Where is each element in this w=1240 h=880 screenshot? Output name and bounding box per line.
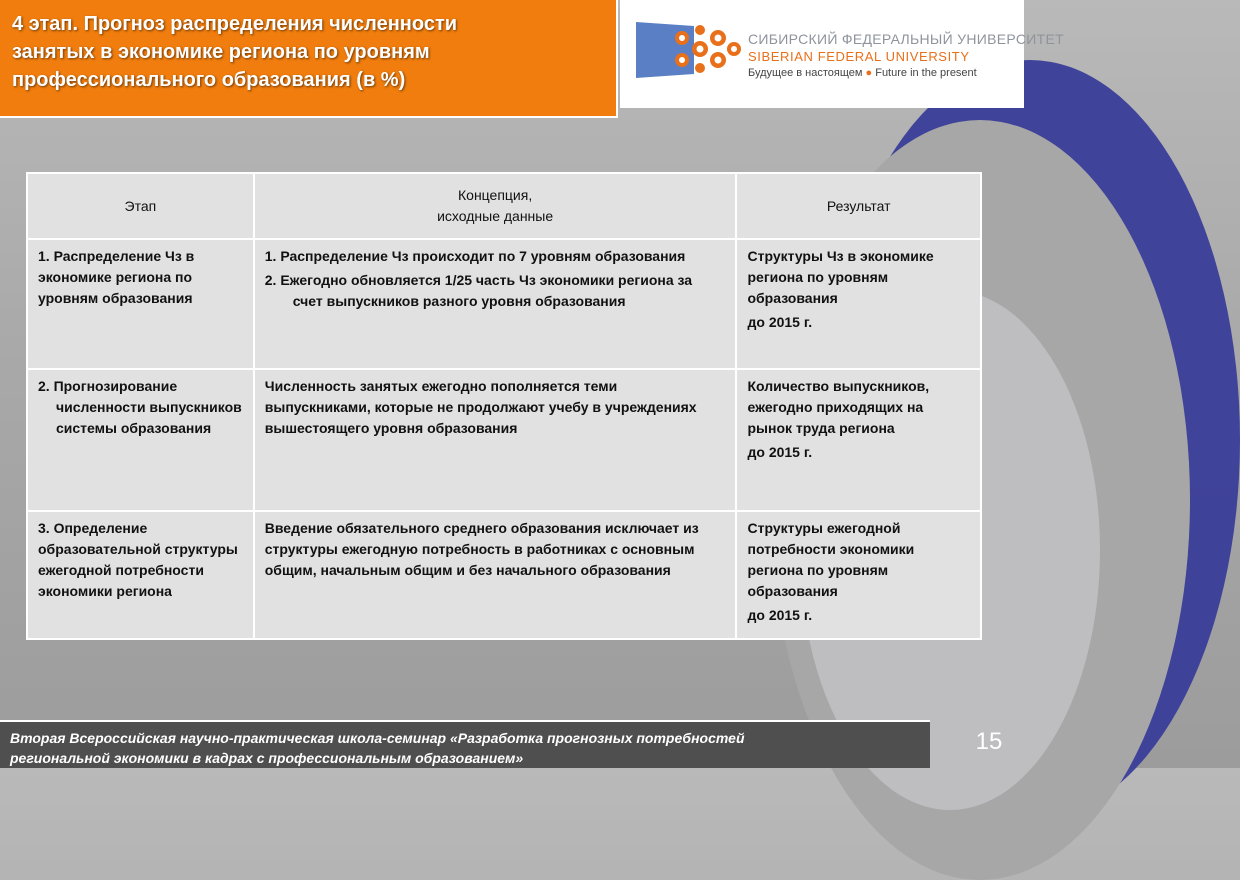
row3-result-date: до 2015 г. <box>747 607 813 623</box>
table-row <box>27 369 981 511</box>
slide-title-line2: занятых в экономике региона по уровням <box>12 41 430 63</box>
row1-result-date: до 2015 г. <box>747 314 813 330</box>
footer-line1: Вторая Всероссийская научно-практическая школа-семинар «Разработка прогнозных потребностей <box>10 730 745 746</box>
row1-concept-item2: 2. Ежегодно обновляется 1/25 часть Чз экономики региона за счет выпускников разного уровня образования <box>264 272 693 309</box>
row1-result <box>736 239 981 369</box>
table-row <box>27 511 981 639</box>
row2-stage-text: 2. Прогнозирование численности выпускников системы образования <box>38 378 242 436</box>
row3-result <box>736 511 981 639</box>
header-stage: Этап <box>27 173 254 239</box>
row2-stage <box>27 369 254 511</box>
footer-line2: региональной экономики в кадрах с профессиональным образованием» <box>10 750 524 766</box>
slide-title-box <box>0 0 618 118</box>
row3-concept: Введение обязательного среднего образования исключает из структуры ежегодную потребность в работниках с основным общим, начальным общим и без начального образования <box>254 511 737 639</box>
table-header-row <box>27 173 981 239</box>
university-name-ru: СИБИРСКИЙ ФЕДЕРАЛЬНЫЙ УНИВЕРСИТЕТ <box>748 31 1064 47</box>
stages-table <box>26 172 982 640</box>
university-logo <box>620 0 1064 108</box>
university-logo-icon <box>634 16 744 84</box>
header-concept-line1: Концепция, <box>458 187 533 203</box>
row1-concept <box>254 239 737 369</box>
slogan-ru: Будущее в настоящем <box>748 67 863 79</box>
row2-result-main: Количество выпускников, ежегодно приходящих на рынок труда региона <box>747 378 930 436</box>
row2-result-date: до 2015 г. <box>747 444 813 460</box>
header-concept-line2: исходные данные <box>437 208 554 224</box>
footer-bar <box>0 720 930 768</box>
page-number: 15 <box>975 728 1003 755</box>
row1-result-main: Структуры Чз в экономике региона по уровням образования <box>747 248 934 306</box>
row3-result-main: Структуры ежегодной потребности экономики региона по уровням образования <box>747 520 915 599</box>
university-name-en: SIBERIAN FEDERAL UNIVERSITY <box>748 49 970 64</box>
row2-result <box>736 369 981 511</box>
table-row <box>27 239 981 369</box>
university-slogan <box>748 65 1020 81</box>
slide-title-line1: 4 этап. Прогноз распределения численности <box>12 13 458 35</box>
row1-stage: 1. Распределение Чз в экономике региона по уровням образования <box>27 239 254 369</box>
slogan-en: Future in the present <box>875 67 977 79</box>
row2-concept: Численность занятых ежегодно пополняется теми выпускниками, которые не продолжают учебу в учреждениях вышестоящего уровня образования <box>254 369 737 511</box>
slide-title-line3: профессионального образования (в %) <box>12 69 406 91</box>
row1-concept-item1: 1. Распределение Чз происходит по 7 уровням образования <box>264 248 686 264</box>
slogan-dot-icon: ● <box>865 67 873 79</box>
header-concept <box>254 173 737 239</box>
header-result: Результат <box>736 173 981 239</box>
slide-title <box>12 10 604 94</box>
row3-stage: 3. Определение образовательной структуры ежегодной потребности экономики региона <box>27 511 254 639</box>
